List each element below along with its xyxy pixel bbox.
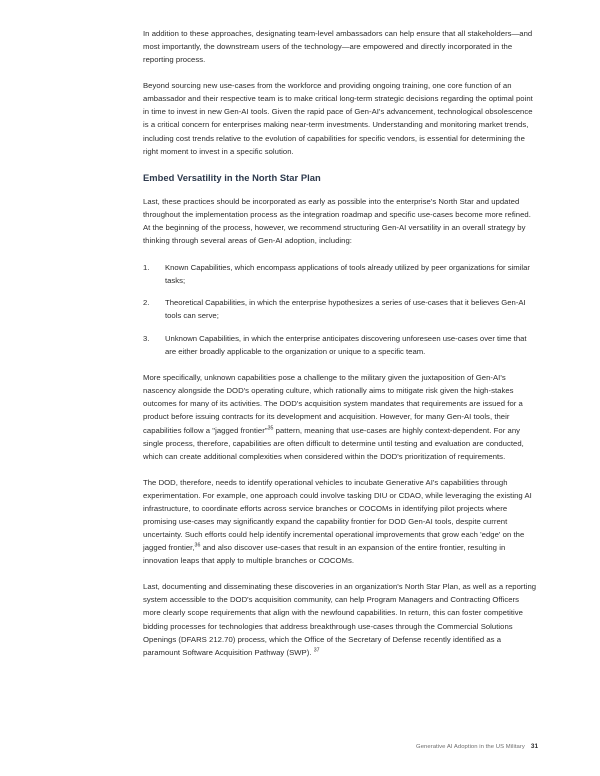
paragraph-north-star-practices: Last, these practices should be incorporated as early as possible into the enterprise's North Star and updated throughout the implementation process as the integration roadmap and specific use-cases become more refined. At the beginning of the process, however, we recommend structuring Gen-AI versatility in an overall strategy by thinking through several areas of Gen-AI adoption, including:	[143, 197, 531, 246]
footer-document-title: Generative AI Adoption in the US Military	[416, 744, 525, 750]
paragraph-sourcing-use-cases: Beyond sourcing new use-cases from the workforce and providing ongoing training, one core function of an ambassador and their respective team is to make critical long-term strategic decisions regarding the optimal point in time to invest in new Gen-AI tools. Given the rapid pace of Gen-AI's advancement, technological obsolescence is a critical concern for enterprises making near-term investments. Understanding and monitoring market trends, including cost trends relative to the evolution of capabilities for specific vendors, is essential for determining the right moment to invest in a specific solution.	[143, 81, 533, 156]
paragraph-intro-approaches: In addition to these approaches, designating team-level ambassadors can help ensure that all stakeholders—and most importantly, the downstream users of the technology—are empowered and directly incorporated in the reporting process.	[143, 29, 533, 65]
paragraph-unknown-capabilities	[143, 371, 538, 462]
section-heading-embed-versatility: Embed Versatility in the North Star Plan	[143, 171, 321, 183]
paragraph-operational-vehicles-text-b: and also discover use-cases that result in an expansion of the entire frontier, resulting in innovation leaps that apply to multiple branches or COCOMs.	[143, 543, 506, 566]
paragraph-operational-vehicles	[143, 476, 538, 567]
footnote-ref-36[interactable]: 36	[194, 542, 201, 549]
paragraph-unknown-capabilities-text-a: More specifically, unknown capabilities pose a challenge to the military given the juxtaposition of Gen-AI's nascency alongside the DOD's operating culture, which rationally aims to mitigate risk given the high-stakes outcomes for many of its activities. The DOD's acquisition system mandates that requirements are issued for a product before issuing contracts for its development and acquisition. However, for many Gen-AI tools, their capabilities follow a "jagged frontier"	[143, 373, 523, 435]
list-item: Unknown Capabilities, in which the enterprise anticipates discovering unforeseen use-cases over time that are either broadly applicable to the organization or unique to a specific team.	[165, 334, 527, 357]
footnote-ref-35[interactable]: 35	[267, 424, 274, 431]
paragraph-documenting-discoveries	[143, 580, 538, 658]
footer-page-number: 31	[530, 743, 538, 750]
list-item: Known Capabilities, which encompass applications of tools already utilized by peer organizations for similar tasks;	[165, 262, 530, 285]
capabilities-list	[143, 261, 538, 358]
page-footer	[143, 743, 538, 750]
paragraph-unknown-capabilities-text-b: pattern, meaning that use-cases are highly context-dependent. For any single process, therefore, capabilities are often difficult to determine until testing and evaluation are conducted, which can create additional complexities when considered within the DOD's prioritization of requirements.	[143, 425, 524, 461]
page-content	[143, 27, 538, 659]
footnote-ref-37[interactable]: 37	[313, 647, 320, 654]
list-item: Theoretical Capabilities, in which the enterprise hypothesizes a series of use-cases that it believes Gen-AI tools can serve;	[165, 298, 526, 321]
paragraph-operational-vehicles-text-a: The DOD, therefore, needs to identify operational vehicles to incubate Generative AI's capabilities through experimentation. For example, one approach could involve tasking DIU or CDAO, while leveraging the existing AI infrastructure, to coordinate efforts across service branches or COCOMs in identifying pilot projects where promising use-cases may significantly expand the capability frontier for DOD Gen-AI tools, despite current uncertainty. Such efforts could help identify incremental operational improvements that grow each 'edge' on the jagged frontier,	[143, 477, 532, 553]
paragraph-documenting-discoveries-text-a: Last, documenting and disseminating these discoveries in an organization's North Star Plan, as well as a reporting system accessible to the DOD's acquisition community, can help Program Managers and Contracting Officers more clearly scope requirements that align with the newfound capabilities. In return, this can foster competitive bidding processes for technologies that address breakthrough use-cases through the Commercial Solutions Openings (DFARS 212.70) process, which the Office of the Secretary of Defense recently identified as a paramount Software Acquisition Pathway (SWP).	[143, 582, 537, 657]
